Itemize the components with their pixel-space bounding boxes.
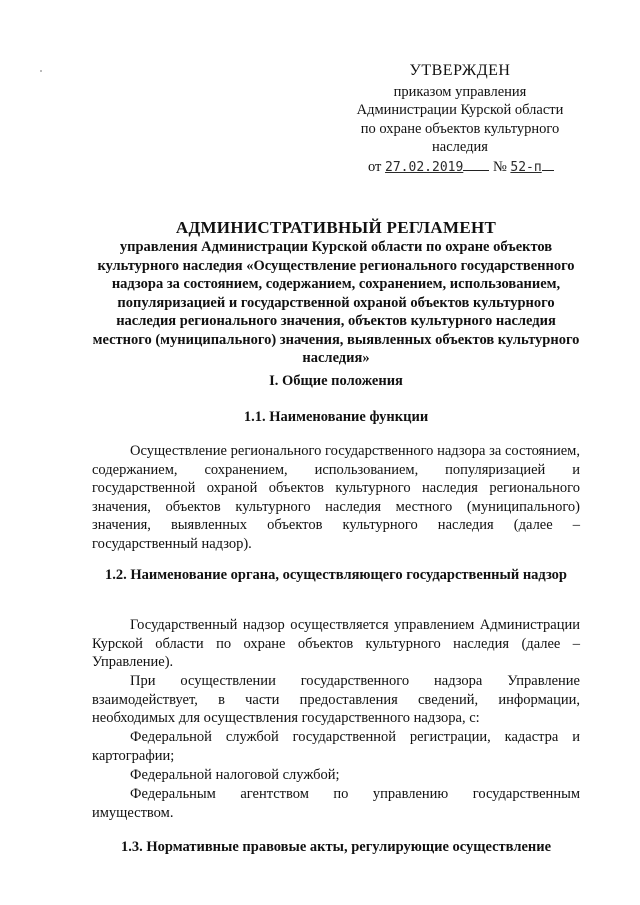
number-underline (542, 158, 554, 171)
number-value: 52-п (510, 159, 542, 175)
approval-line-2: Администрации Курской области (356, 102, 564, 118)
approval-line-3: по охране объектов культурного (360, 120, 560, 137)
section-1-2-heading: 1.2. Наименование органа, осуществляющего государственный надзор (104, 567, 567, 583)
number-prefix: № (492, 158, 507, 175)
section-1-2-paragraph-1: Государственный надзор осуществляется управлением Администрации Курской области по охране объектов культурного наследия (далее – Управление). (92, 617, 580, 670)
approval-line-1: приказом управления (393, 83, 527, 100)
section-1-2-paragraph-5: Федеральным агентством по управлению государственным имуществом. (92, 786, 580, 821)
scan-speck (40, 70, 42, 72)
approval-date-row (340, 158, 580, 178)
document-title-block (92, 218, 580, 368)
section-1-1-heading: 1.1. Наименование функции (243, 409, 429, 425)
date-underline (463, 158, 489, 171)
approval-block (340, 62, 580, 177)
approval-stamp: УТВЕРЖДЕН (409, 62, 511, 79)
section-1-2-paragraph-2: При осуществлении государственного надзора Управление взаимодействует, в части предоставления сведений, информации, необходимых для осуществления государственного надзора, с: (92, 673, 580, 726)
section-1-1-text: Осуществление регионального государственного надзора за состоянием, содержанием, сохранением, использованием, популяризацией и государственной охраной объектов культурного наследия регионального значения, объектов культурного наследия местного (муниципального) значения, выявленных объектов культурного наследия (далее – государственный надзор). (92, 443, 580, 552)
section-1-2-paragraph-4: Федеральной налоговой службой; (130, 767, 340, 783)
date-value: 27.02.2019 (385, 159, 464, 175)
section-1-3-heading: 1.3. Нормативные правовые акты, регулирующие осуществление (120, 839, 552, 855)
section-1-heading: I. Общие положения (269, 373, 403, 389)
section-1-2-paragraph-3: Федеральной службой государственной регистрации, кадастра и картографии; (92, 729, 580, 764)
approval-line-4: наследия (432, 139, 488, 155)
document-title: АДМИНИСТРАТИВНЫЙ РЕГЛАМЕНТ (175, 218, 497, 237)
document-subtitle: управления Администрации Курской области по охране объектов культурного наследия «Осуществление регионального государственного надзора за состоянием, содержанием, сохранением, использованием, популяризацией и государственной охраной объектов культурного наследия регионального значения, объектов культурного наследия местного (муниципального) значения, выявленных объектов культурного наследия» (92, 239, 580, 366)
date-prefix: от (368, 158, 382, 175)
